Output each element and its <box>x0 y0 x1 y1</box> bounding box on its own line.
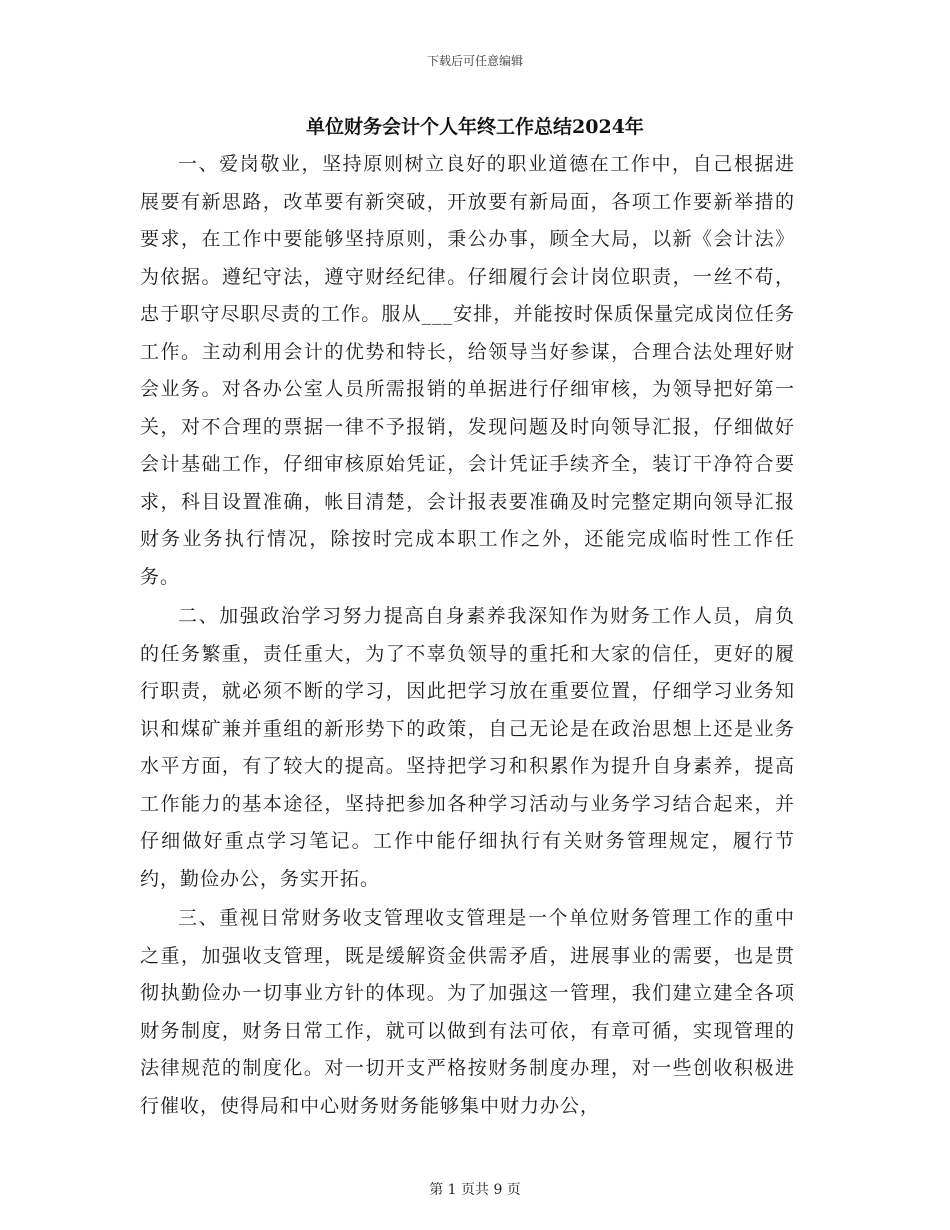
page-header: 下载后可任意编辑 <box>426 54 523 68</box>
paragraph-3: 三、重视日常财务收支管理收支管理是一个单位财务管理工作的重中之重，加强收支管理，既是缓解资金供需矛盾，进展事业的需要，也是贯彻执勤俭办一切事业方针的体现。为了加强这一管理，我们建立建全各项财务制度，财务日常工作，就可以做到有法可依，有章可循，实现管理的法律规范的制度化。对一切开支严格按财务制度办理，对一些创收积极进行催收，使得局和中心财务财务能够集中财力办公， <box>140 907 795 1117</box>
document-title: 单位财务会计个人年终工作总结2024年 <box>306 116 644 138</box>
paragraph-2: 二、加强政治学习努力提高自身素养我深知作为财务工作人员，肩负的任务繁重，责任重大，为了不辜负领导的重托和大家的信任，更好的履行职责，就必须不断的学习，因此把学习放在重要位置，仔细学习业务知识和煤矿兼并重组的新形势下的政策，自己无论是在政治思想上还是业务水平方面，有了较大的提高。坚持把学习和积累作为提升自身素养，提高工作能力的基本途径，坚持把参加各种学习活动与业务学习结合起来，并仔细做好重点学习笔记。工作中能仔细执行有关财务管理规定，履行节约，勤俭办公，务实开拓。 <box>140 605 795 890</box>
document-body <box>140 146 795 1127</box>
paragraph-1: 一、爱岗敬业，坚持原则树立良好的职业道德在工作中，自己根据进展要有新思路，改革要有新突破，开放要有新局面，各项工作要新举措的要求，在工作中要能够坚持原则，秉公办事，顾全大局，以新《会计法》为依据。遵纪守法，遵守财经纪律。仔细履行会计岗位职责，一丝不苟，忠于职守尽职尽责的工作。服从___安排，并能按时保质保量完成岗位任务工作。主动利用会计的优势和特长，给领导当好参谋，合理合法处理好财会业务。对各办公室人员所需报销的单据进行仔细审核，为领导把好第一关，对不合理的票据一律不予报销，发现问题及时向领导汇报，仔细做好会计基础工作，仔细审核原始凭证，会计凭证手续齐全，装订干净符合要求，科目设置准确，帐目清楚，会计报表要准确及时完整定期向领导汇报财务业务执行情况，除按时完成本职工作之外，还能完成临时性工作任务。 <box>140 153 795 588</box>
page-footer: 第 1 页共 9 页 <box>429 1182 521 1198</box>
